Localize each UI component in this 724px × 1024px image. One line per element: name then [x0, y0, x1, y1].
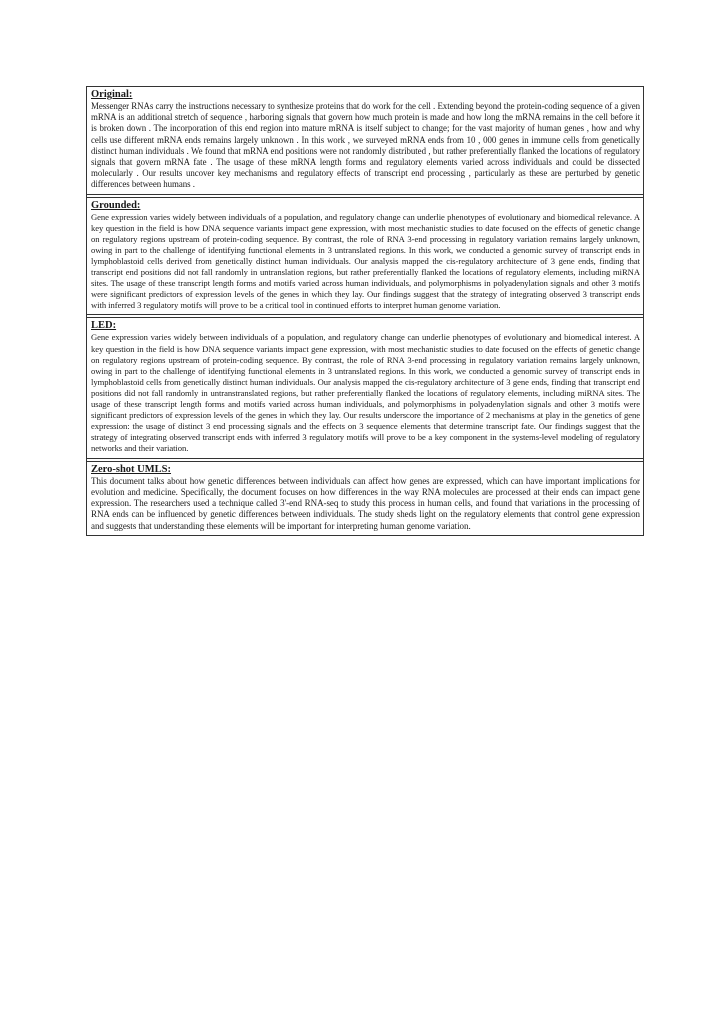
section-text-grounded: Gene expression varies widely between individuals of a population, and regulatory change can underlie phenotypes of evolutionary and biomedical relevance. A key question in the field is how DNA sequence variants impact gene expression, with most mechanistic studies to date focused on the effects of genetic change on regulatory regions upstream of protein-coding sequence. By contrast, the role of RNA 3-end processing in regulatory variation remains largely unknown, owing in part to the challenge of identifying functional elements in 3 untranslated regions. In this work, we conducted a genomic survey of transcript ends in lymphoblastoid cells derived from genetically distinct human individuals. Our analysis mapped the cis-regulatory architecture of 3 gene ends, finding that transcript end positions did not fall randomly in untranslation regions, but rather preferentially flanked the locations of regulatory elements, including miRNA sites. The usage of these transcript length forms and motifs varied across human individuals, and polymorphisms in polyadenylation signals and other 3 motifs were significant predictors of expression levels of the genes in which they lay. Our findings suggest that the strategy of integrating observed 3 transcript ends with inferred 3 regulatory motifs will prove to be a critical tool in continued efforts to interpret human genome variation. — [91, 211, 640, 311]
section-original — [87, 87, 643, 195]
section-zero-shot-umls — [87, 461, 643, 535]
section-label-original: Original: — [91, 89, 133, 100]
section-text-zero-shot-umls: This document talks about how genetic differences between individuals can affect how genes are expressed, which can have important implications for evolution and medicine. Specifically, the document focuses on how differences in the way RNA molecules are processed at their ends can impact gene expression. The researchers used a technique called 3'-end RNA-seq to study this process in human cells, and found that variations in the processing of RNA ends can be influenced by genetic differences between individuals. The study sheds light on the regulatory elements that control gene expression and suggests that understanding these elements will be important for interpreting human genome variation. — [91, 475, 640, 531]
section-grounded — [87, 197, 643, 316]
section-label-grounded: Grounded: — [91, 199, 141, 211]
section-label-led: LED: — [91, 320, 117, 332]
summary-comparison-table — [86, 86, 644, 536]
section-label-zero-shot-umls: Zero-shot UMLS: — [91, 463, 172, 475]
section-text-original: Messenger RNAs carry the instructions necessary to synthesize proteins that do work for the cell . Extending beyond the protein-coding sequence of a given mRNA is an additional stretch of sequence , harboring signals that govern how much protein is made and how long the mRNA remains in the cell before it is broken down . The incorporation of this end region into mature mRNA is itself subject to change; for the vast majority of human genes , how and why cells use different mRNA ends remains largely unknown . In this work , we surveyed mRNA ends from 10 , 000 genes in immune cells from genetically distinct human individuals . We found that mRNA end positions were not randomly distributed , but rather preferentially flanked the locations of regulatory signals that govern mRNA fate . The usage of these mRNA length forms and regulatory elements varied across individuals and could be dissected molecularly . Our results uncover key mechanisms and regulatory effects of transcript end processing , particularly as these are perturbed by genetic differences between humans . — [91, 101, 640, 190]
section-led — [87, 317, 643, 458]
section-text-led: Gene expression varies widely between individuals of a population, and regulatory change can underlie phenotypes of evolutionary and biomedical interest. A key question in the field is how DNA sequence variants impact gene expression, with most mechanistic studies to date focused on the effects of genetic change on regulatory regions upstream of protein-coding sequence. By contrast, the role of RNA 3-end processing in regulatory variation remains largely unknown, owing in part to the challenge of identifying functional elements in 3 untranslated regions. In this work, we conducted a genomic survey of transcript ends in lymphoblastoid cells from genetically distinct human individuals. Our analysis mapped the cis-regulatory architecture of 3 gene ends, finding that transcript end positions did not fall randomly in untranstranslated regions, but rather preferentially flanked the locations of regulatory elements, including miRNA sites. The usage of these transcript length forms and motifs varied across human individuals, and polymorphisms in polyadenylation signals and other 3 motifs were significant predictors of expression levels of the genes in which they lay. Our results underscore the importance of 2 mechanisms at play in the genetics of gene expression: the usage of distinct 3 end processing signals and the effects on 3 sequence elements that determine transcript fate. Our findings suggest that the strategy of integrating observed transcript ends with inferred 3 regulatory motifs will prove to be a key component in the systems-level modeling of regulatory networks and their variation. — [91, 332, 640, 454]
